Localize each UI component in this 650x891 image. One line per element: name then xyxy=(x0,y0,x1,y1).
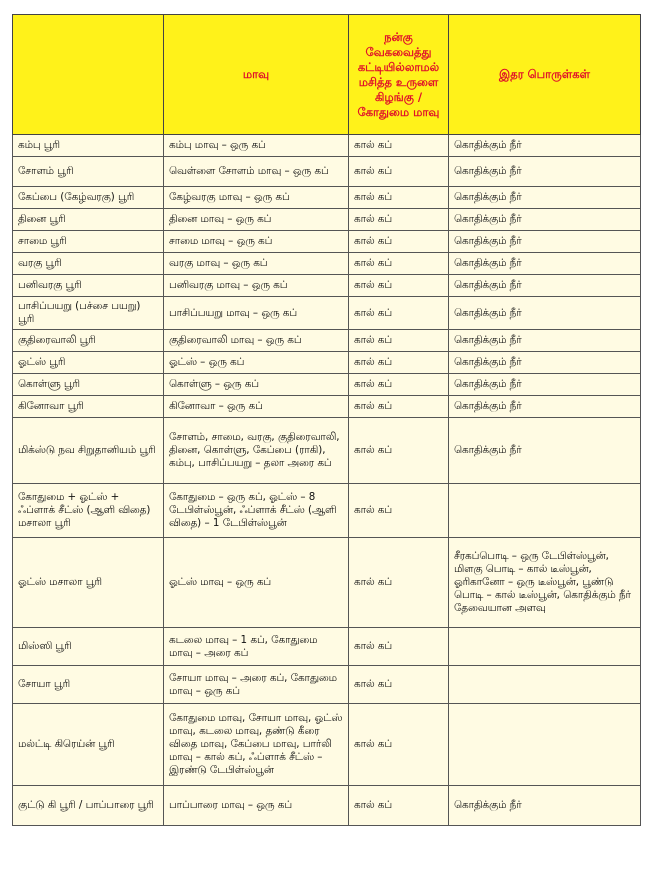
cell-potato-wheat: கால் கப் xyxy=(349,330,449,352)
table-row xyxy=(13,253,641,275)
table-row xyxy=(13,275,641,297)
cell-puri-name: குட்டு கி பூரி / பாப்பாரை பூரி xyxy=(13,786,164,826)
cell-other-ingredients xyxy=(449,484,641,538)
cell-puri-name: கம்பு பூரி xyxy=(13,135,164,157)
cell-potato-wheat: கால் கப் xyxy=(349,628,449,666)
cell-puri-name: பனிவரகு பூரி xyxy=(13,275,164,297)
cell-potato-wheat: கால் கப் xyxy=(349,396,449,418)
cell-flour: வெள்ளை சோளம் மாவு – ஒரு கப் xyxy=(164,157,349,187)
cell-flour: குதிரைவாலி மாவு – ஒரு கப் xyxy=(164,330,349,352)
cell-potato-wheat: கால் கப் xyxy=(349,418,449,484)
cell-flour: பாப்பாரை மாவு – ஒரு கப் xyxy=(164,786,349,826)
cell-puri-name: ஓட்ஸ் பூரி xyxy=(13,352,164,374)
cell-flour: கோதுமை – ஒரு கப், ஓட்ஸ் – 8 டேபிள்ஸ்பூன், ஃப்ளாக் சீட்ஸ் (ஆளி விதை) – 1 டேபிள்ஸ்பூன் xyxy=(164,484,349,538)
cell-other-ingredients: கொதிக்கும் நீர் xyxy=(449,209,641,231)
header-other-ingredients: இதர பொருள்கள் xyxy=(449,15,641,135)
cell-potato-wheat: கால் கப் xyxy=(349,666,449,704)
cell-puri-name: மிஸ்ஸி பூரி xyxy=(13,628,164,666)
table-row xyxy=(13,628,641,666)
cell-potato-wheat: கால் கப் xyxy=(349,187,449,209)
cell-potato-wheat: கால் கப் xyxy=(349,231,449,253)
cell-other-ingredients: கொதிக்கும் நீர் xyxy=(449,297,641,330)
cell-flour: ஓட்ஸ் மாவு – ஒரு கப் xyxy=(164,538,349,628)
cell-other-ingredients: கொதிக்கும் நீர் xyxy=(449,786,641,826)
cell-potato-wheat: கால் கப் xyxy=(349,209,449,231)
cell-puri-name: மிக்ஸ்டு நவ சிறுதானியம் பூரி xyxy=(13,418,164,484)
cell-flour: பாசிப்பயறு மாவு – ஒரு கப் xyxy=(164,297,349,330)
cell-potato-wheat: கால் கப் xyxy=(349,297,449,330)
cell-puri-name: பாசிப்பயறு (பச்சை பயறு) பூரி xyxy=(13,297,164,330)
table-row xyxy=(13,374,641,396)
cell-flour: கொள்ளு – ஒரு கப் xyxy=(164,374,349,396)
cell-potato-wheat: கால் கப் xyxy=(349,157,449,187)
cell-flour: கடலை மாவு – 1 கப், கோதுமை மாவு – அரை கப் xyxy=(164,628,349,666)
cell-flour: சோயா மாவு – அரை கப், கோதுமை மாவு – ஒரு கப் xyxy=(164,666,349,704)
cell-potato-wheat: கால் கப் xyxy=(349,352,449,374)
cell-flour: கோதுமை மாவு, சோயா மாவு, ஓட்ஸ் மாவு, கடலை மாவு, தண்டு கீரை விதை மாவு, கேப்பை மாவு, பார்லி மாவு – கால் கப், ஃப்ளாக் சீட்ஸ் – இரண்டு டேபிள்ஸ்பூன் xyxy=(164,704,349,786)
cell-other-ingredients: கொதிக்கும் நீர் xyxy=(449,418,641,484)
cell-puri-name: கேப்பை (கேழ்வரகு) பூரி xyxy=(13,187,164,209)
cell-flour: கம்பு மாவு – ஒரு கப் xyxy=(164,135,349,157)
cell-potato-wheat: கால் கப் xyxy=(349,135,449,157)
cell-potato-wheat: கால் கப் xyxy=(349,275,449,297)
cell-other-ingredients: கொதிக்கும் நீர் xyxy=(449,352,641,374)
table-row xyxy=(13,418,641,484)
cell-puri-name: சோயா பூரி xyxy=(13,666,164,704)
table-row xyxy=(13,786,641,826)
cell-flour: சாமை மாவு – ஒரு கப் xyxy=(164,231,349,253)
cell-flour: பனிவரகு மாவு – ஒரு கப் xyxy=(164,275,349,297)
cell-puri-name: கினோவா பூரி xyxy=(13,396,164,418)
cell-flour: கேழ்வரகு மாவு – ஒரு கப் xyxy=(164,187,349,209)
cell-flour: கினோவா – ஒரு கப் xyxy=(164,396,349,418)
table-header-row xyxy=(13,15,641,135)
cell-flour: ஓட்ஸ் – ஒரு கப் xyxy=(164,352,349,374)
table-row xyxy=(13,187,641,209)
cell-other-ingredients: கொதிக்கும் நீர் xyxy=(449,253,641,275)
cell-potato-wheat: கால் கப் xyxy=(349,484,449,538)
cell-other-ingredients: கொதிக்கும் நீர் xyxy=(449,396,641,418)
cell-puri-name: வரகு பூரி xyxy=(13,253,164,275)
cell-other-ingredients: கொதிக்கும் நீர் xyxy=(449,157,641,187)
table-row xyxy=(13,231,641,253)
cell-puri-name: கொள்ளு பூரி xyxy=(13,374,164,396)
cell-other-ingredients xyxy=(449,704,641,786)
puri-recipe-table xyxy=(12,14,641,826)
cell-other-ingredients: கொதிக்கும் நீர் xyxy=(449,231,641,253)
table-row xyxy=(13,666,641,704)
cell-puri-name: மல்ட்டி கிரெய்ன் பூரி xyxy=(13,704,164,786)
table-row xyxy=(13,352,641,374)
recipe-table-container xyxy=(12,14,640,826)
header-potato-wheat: நன்கு வேகவைத்து கட்டியில்லாமல் மசித்த உருளை கிழங்கு / கோதுமை மாவு xyxy=(349,15,449,135)
cell-puri-name: சாமை பூரி xyxy=(13,231,164,253)
cell-flour: தினை மாவு – ஒரு கப் xyxy=(164,209,349,231)
cell-potato-wheat: கால் கப் xyxy=(349,786,449,826)
cell-other-ingredients xyxy=(449,628,641,666)
header-flour: மாவு xyxy=(164,15,349,135)
cell-other-ingredients xyxy=(449,666,641,704)
cell-other-ingredients: கொதிக்கும் நீர் xyxy=(449,374,641,396)
cell-potato-wheat: கால் கப் xyxy=(349,374,449,396)
cell-flour: சோளம், சாமை, வரகு, குதிரைவாலி, தினை, கொள்ளு, கேப்பை (ராகி), கம்பு, பாசிப்பயறு – தலா அரை கப் xyxy=(164,418,349,484)
header-puri-name xyxy=(13,15,164,135)
table-row xyxy=(13,297,641,330)
table-row xyxy=(13,704,641,786)
cell-potato-wheat: கால் கப் xyxy=(349,538,449,628)
cell-other-ingredients: கொதிக்கும் நீர் xyxy=(449,275,641,297)
cell-other-ingredients: கொதிக்கும் நீர் xyxy=(449,187,641,209)
table-row xyxy=(13,538,641,628)
cell-puri-name: குதிரைவாலி பூரி xyxy=(13,330,164,352)
cell-puri-name: கோதுமை + ஓட்ஸ் + ஃப்ளாக் சீட்ஸ் (ஆளி விதை) மசாலா பூரி xyxy=(13,484,164,538)
cell-other-ingredients: கொதிக்கும் நீர் xyxy=(449,330,641,352)
table-row xyxy=(13,484,641,538)
cell-puri-name: ஓட்ஸ் மசாலா பூரி xyxy=(13,538,164,628)
cell-puri-name: சோளம் பூரி xyxy=(13,157,164,187)
cell-potato-wheat: கால் கப் xyxy=(349,253,449,275)
table-row xyxy=(13,157,641,187)
table-body xyxy=(13,135,641,826)
table-row xyxy=(13,330,641,352)
cell-other-ingredients: கொதிக்கும் நீர் xyxy=(449,135,641,157)
table-row xyxy=(13,135,641,157)
cell-puri-name: தினை பூரி xyxy=(13,209,164,231)
cell-flour: வரகு மாவு – ஒரு கப் xyxy=(164,253,349,275)
cell-other-ingredients: சீரகப்பொடி – ஒரு டேபிள்ஸ்பூன், மிளகு பொடி – கால் டீஸ்பூன், ஓரிகானோ – ஒரு டீஸ்பூன், பூண்டு பொடி – கால் டீஸ்பூன், கொதிக்கும் நீர் தேவையான அளவு xyxy=(449,538,641,628)
table-row xyxy=(13,209,641,231)
cell-potato-wheat: கால் கப் xyxy=(349,704,449,786)
table-row xyxy=(13,396,641,418)
